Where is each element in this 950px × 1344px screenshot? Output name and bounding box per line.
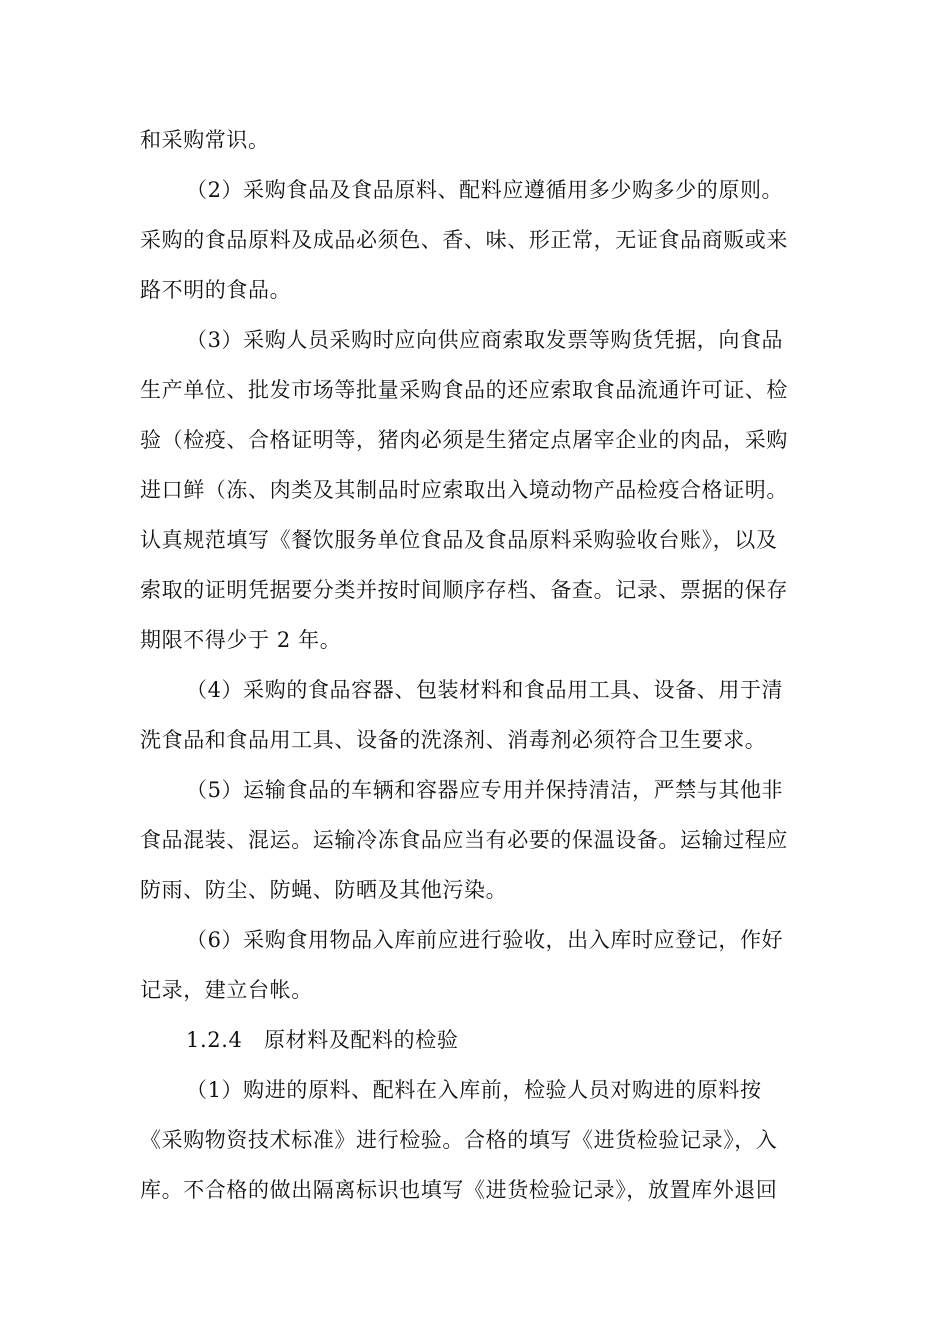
- section-heading: 1.2.4 原材料及配料的检验: [186, 1028, 459, 1052]
- text-line: 《采购物资技术标准》进行检验。合格的填写《进货检验记录》，入: [140, 1128, 778, 1152]
- text-line: 和采购常识。: [140, 128, 270, 152]
- text-line: 防雨、防尘、防蝇、防晒及其他污染。: [140, 878, 508, 902]
- text-line: （3）采购人员采购时应向供应商索取发票等购货凭据，向食品: [186, 328, 784, 352]
- text-line: 进口鲜（冻、肉类及其制品时应索取出入境动物产品检疫合格证明。: [140, 478, 788, 502]
- text-line: 食品混装、混运。运输冷冻食品应当有必要的保温设备。运输过程应: [140, 828, 788, 852]
- text-line: 验（检疫、合格证明等，猪肉必须是生猪定点屠宰企业的肉品，采购: [140, 428, 788, 452]
- text-line: 生产单位、批发市场等批量采购食品的还应索取食品流通许可证、检: [140, 378, 788, 402]
- text-line: （6）采购食用物品入库前应进行验收，出入库时应登记，作好: [186, 928, 784, 952]
- text-line: 认真规范填写《餐饮服务单位食品及食品原料采购验收台账》，以及: [140, 528, 778, 552]
- text-line: （4）采购的食品容器、包装材料和食品用工具、设备、用于清: [186, 678, 784, 702]
- text-line: 索取的证明凭据要分类并按时间顺序存档、备查。记录、票据的保存: [140, 578, 788, 602]
- text-line: 期限不得少于 2 年。: [140, 628, 342, 652]
- text-line: 采购的食品原料及成品必须色、香、味、形正常，无证食品商贩或来: [140, 228, 788, 252]
- text-line: 路不明的食品。: [140, 278, 292, 302]
- text-line: （2）采购食品及食品原料、配料应遵循用多少购多少的原则。: [186, 178, 784, 202]
- text-line: 洗食品和食品用工具、设备的洗涤剂、消毒剂必须符合卫生要求。: [140, 728, 767, 752]
- text-line: 记录，建立台帐。: [140, 978, 313, 1002]
- text-line: （1）购进的原料、配料在入库前，检验人员对购进的原料按: [186, 1078, 762, 1102]
- text-line: （5）运输食品的车辆和容器应专用并保持清洁，严禁与其他非: [186, 778, 784, 802]
- text-line: 库。不合格的做出隔离标识也填写《进货检验记录》，放置库外退回: [140, 1178, 778, 1202]
